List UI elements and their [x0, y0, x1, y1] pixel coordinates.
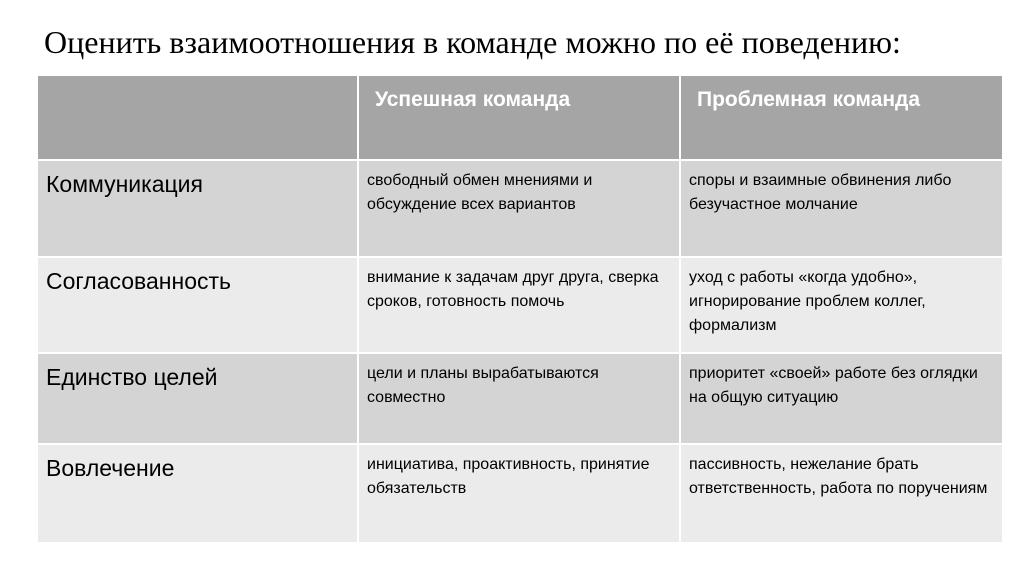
- cell-successful: инициатива, проактивность, принятие обязательств: [358, 444, 680, 542]
- cell-problematic: споры и взаимные обвинения либо безучастное молчание: [680, 160, 1002, 257]
- header-problematic-team: Проблемная команда: [680, 76, 1002, 160]
- table-row: [38, 353, 1002, 444]
- comparison-table: [38, 76, 1002, 542]
- header-empty-cell: [38, 76, 358, 160]
- cell-successful: цели и планы вырабатываются совместно: [358, 353, 680, 444]
- slide-title: Оценить взаимоотношения в команде можно по её поведению:: [44, 24, 901, 60]
- row-label-engagement: Вовлечение: [38, 444, 358, 542]
- cell-problematic: пассивность, нежелание брать ответственность, работа по поручениям: [680, 444, 1002, 542]
- row-label-goal-unity: Единство целей: [38, 353, 358, 444]
- cell-problematic: уход с работы «когда удобно», игнорирование проблем коллег, формализм: [680, 257, 1002, 353]
- cell-problematic: приоритет «своей» работе без оглядки на общую ситуацию: [680, 353, 1002, 444]
- row-label-coordination: Согласованность: [38, 257, 358, 353]
- table-row: [38, 257, 1002, 353]
- row-label-communication: Коммуникация: [38, 160, 358, 257]
- table-header-row: [38, 76, 1002, 160]
- header-successful-team: Успешная команда: [358, 76, 680, 160]
- table-row: [38, 444, 1002, 542]
- table-row: [38, 160, 1002, 257]
- cell-successful: внимание к задачам друг друга, сверка сроков, готовность помочь: [358, 257, 680, 353]
- cell-successful: свободный обмен мнениями и обсуждение всех вариантов: [358, 160, 680, 257]
